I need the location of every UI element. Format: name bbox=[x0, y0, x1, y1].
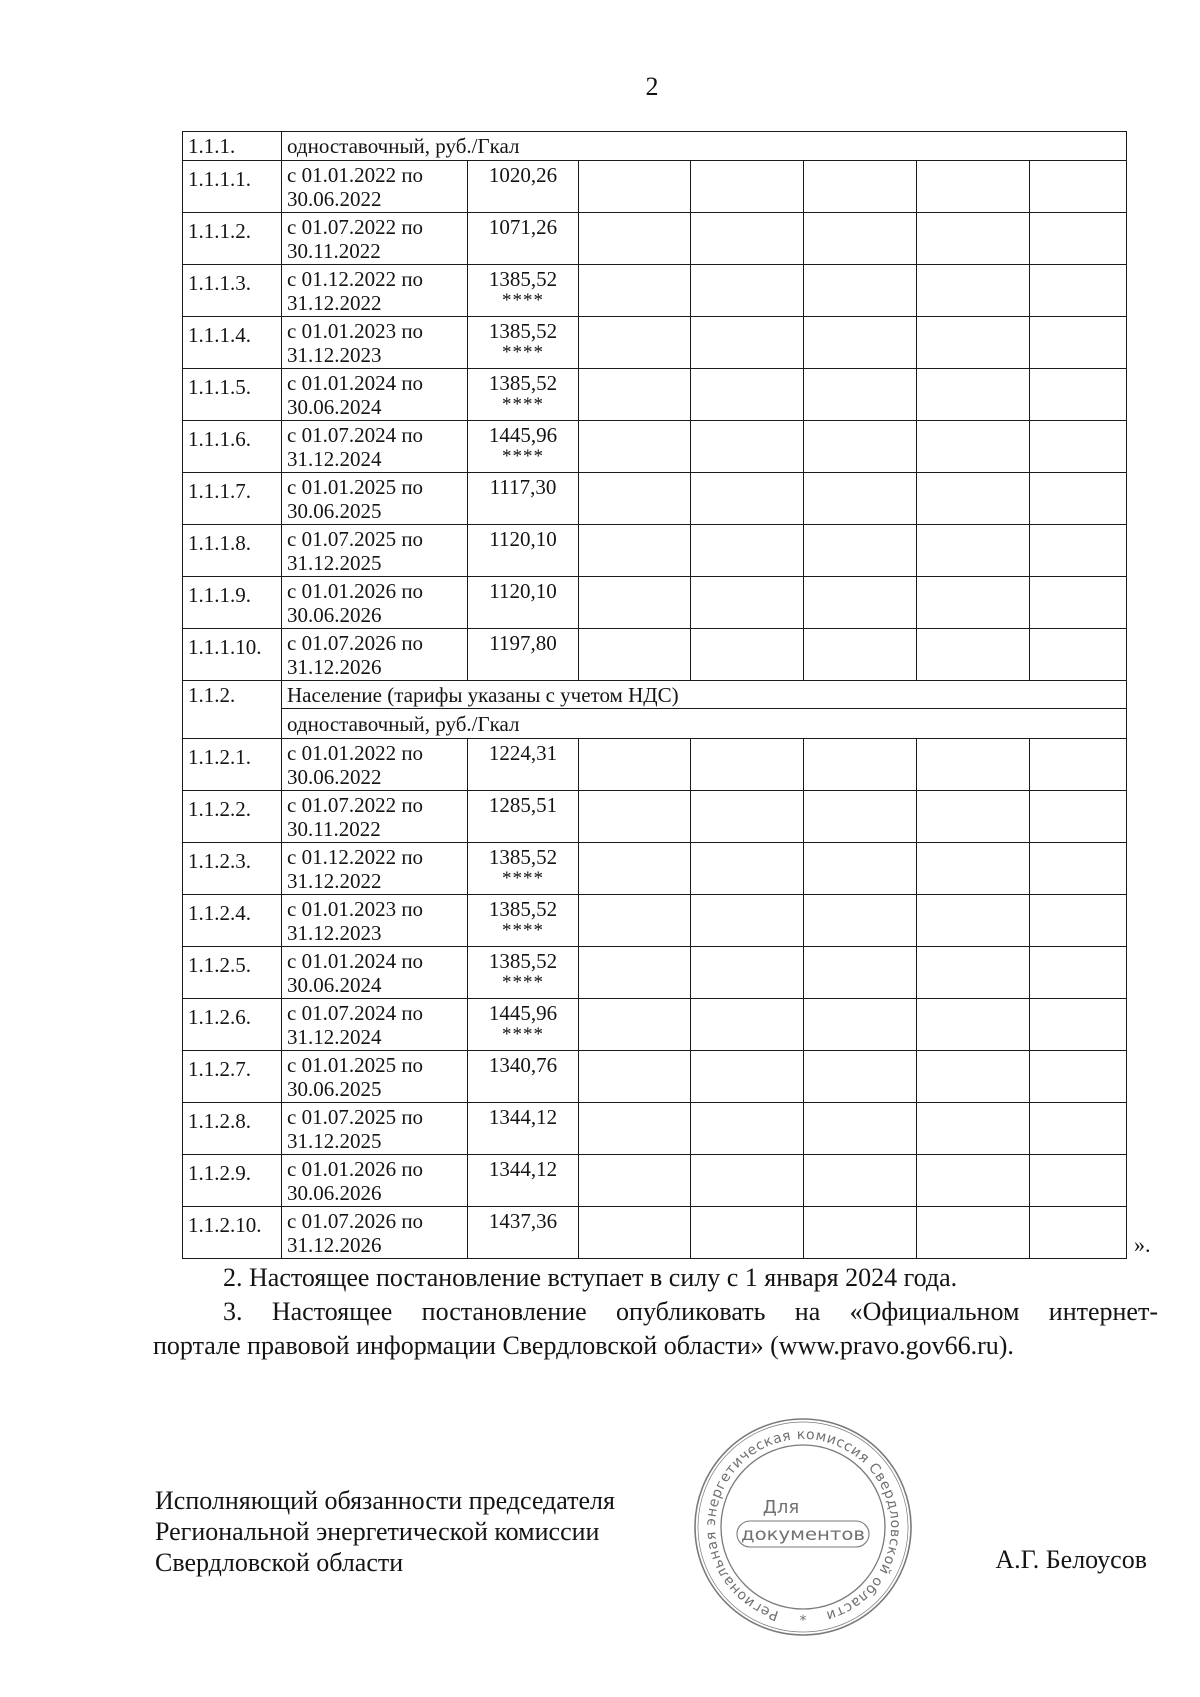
tariff-value: 1197,80 bbox=[489, 631, 557, 655]
tariff-note: **** bbox=[502, 868, 544, 889]
empty-cell bbox=[917, 999, 1030, 1051]
tariff-value: 1224,31 bbox=[488, 741, 558, 765]
empty-cell bbox=[579, 1051, 691, 1103]
empty-cell bbox=[691, 265, 804, 317]
empty-cell bbox=[579, 1207, 691, 1259]
empty-cell bbox=[691, 1155, 804, 1207]
empty-cell bbox=[691, 525, 804, 577]
tariff-note: **** bbox=[502, 972, 544, 993]
position-line: Региональной энергетической комиссии bbox=[155, 1517, 600, 1546]
row-number: 1.1.2.8. bbox=[183, 1103, 282, 1155]
paragraph-3-line-1: 3. Настоящее постановление опубликовать на «Официальном интернет- bbox=[223, 1297, 1158, 1326]
empty-cell bbox=[691, 577, 804, 629]
empty-cell bbox=[691, 161, 804, 213]
row-number: 1.1.1.10. bbox=[183, 629, 282, 681]
empty-cell bbox=[804, 1051, 917, 1103]
table-row bbox=[183, 629, 1127, 681]
empty-cell bbox=[1030, 213, 1127, 265]
empty-cell bbox=[1030, 791, 1127, 843]
empty-cell bbox=[1030, 577, 1127, 629]
empty-cell bbox=[917, 895, 1030, 947]
tariff-cell bbox=[468, 791, 579, 843]
empty-cell bbox=[691, 843, 804, 895]
tariff-note: **** bbox=[502, 290, 544, 311]
table-row bbox=[183, 369, 1127, 421]
empty-cell bbox=[579, 213, 691, 265]
table-row bbox=[183, 1103, 1127, 1155]
table-row bbox=[183, 791, 1127, 843]
period: с 01.07.2022 по 30.11.2022 bbox=[282, 791, 468, 843]
empty-cell bbox=[1030, 1207, 1127, 1259]
empty-cell bbox=[804, 1207, 917, 1259]
tariff-cell bbox=[468, 1103, 579, 1155]
tariff-cell bbox=[468, 369, 579, 421]
empty-cell bbox=[917, 213, 1030, 265]
empty-cell bbox=[579, 525, 691, 577]
table-row bbox=[183, 161, 1127, 213]
empty-cell bbox=[1030, 473, 1127, 525]
tariff-value: 1385,52 bbox=[488, 897, 558, 921]
page-number: 2 bbox=[645, 72, 659, 101]
tariff-value: 1385,52 bbox=[488, 371, 558, 395]
empty-cell bbox=[1030, 629, 1127, 681]
period: с 01.07.2025 по 31.12.2025 bbox=[282, 1103, 468, 1155]
table-row bbox=[183, 265, 1127, 317]
paragraph-3-line-2: портале правовой информации Свердловской области» (www.pravo.gov66.ru). bbox=[153, 1331, 1014, 1360]
tariff-note: **** bbox=[502, 342, 544, 363]
tariff-note: **** bbox=[502, 920, 544, 941]
table-row bbox=[183, 525, 1127, 577]
tariff-cell bbox=[468, 1207, 579, 1259]
empty-cell bbox=[579, 369, 691, 421]
tariff-value: 1385,52 bbox=[488, 949, 558, 973]
period: с 01.01.2023 по 31.12.2023 bbox=[282, 895, 468, 947]
empty-cell bbox=[1030, 265, 1127, 317]
stamp-ring-textpath: Региональная энергетическая комиссия Свердловской области bbox=[702, 1426, 904, 1624]
stamp-seal bbox=[691, 1415, 915, 1639]
group-sublabel: одноставочный, руб./Гкал bbox=[282, 709, 1127, 739]
empty-cell bbox=[1030, 317, 1127, 369]
empty-cell bbox=[917, 161, 1030, 213]
empty-cell bbox=[917, 1103, 1030, 1155]
empty-cell bbox=[804, 369, 917, 421]
empty-cell bbox=[1030, 947, 1127, 999]
empty-cell bbox=[691, 739, 804, 791]
period: с 01.07.2024 по 31.12.2024 bbox=[282, 421, 468, 473]
tariff-value: 1340,76 bbox=[488, 1053, 558, 1077]
group-number: 1.1.2. bbox=[183, 681, 282, 739]
empty-cell bbox=[1030, 525, 1127, 577]
row-number: 1.1.1.4. bbox=[183, 317, 282, 369]
empty-cell bbox=[1030, 1103, 1127, 1155]
closing-quote: ». bbox=[1134, 1232, 1151, 1257]
empty-cell bbox=[691, 791, 804, 843]
tariff-cell bbox=[468, 421, 579, 473]
tariff-value: 1020,26 bbox=[488, 163, 558, 187]
group-header-row bbox=[183, 681, 1127, 709]
empty-cell bbox=[579, 739, 691, 791]
empty-cell bbox=[804, 999, 917, 1051]
row-number: 1.1.1.1. bbox=[183, 161, 282, 213]
empty-cell bbox=[917, 577, 1030, 629]
row-number: 1.1.2.9. bbox=[183, 1155, 282, 1207]
empty-cell bbox=[917, 265, 1030, 317]
empty-cell bbox=[691, 947, 804, 999]
table-row bbox=[183, 577, 1127, 629]
empty-cell bbox=[579, 895, 691, 947]
empty-cell bbox=[579, 947, 691, 999]
empty-cell bbox=[1030, 999, 1127, 1051]
empty-cell bbox=[579, 843, 691, 895]
period: с 01.01.2024 по 30.06.2024 bbox=[282, 947, 468, 999]
empty-cell bbox=[691, 1051, 804, 1103]
table-row bbox=[183, 317, 1127, 369]
empty-cell bbox=[1030, 421, 1127, 473]
tariff-value: 1385,52 bbox=[488, 319, 558, 343]
empty-cell bbox=[579, 161, 691, 213]
group-label: одноставочный, руб./Гкал bbox=[282, 132, 1127, 161]
table-row bbox=[183, 1207, 1127, 1259]
tariff-value: 1071,26 bbox=[488, 215, 558, 239]
stamp-center-line-2: документов bbox=[741, 1525, 865, 1545]
empty-cell bbox=[804, 317, 917, 369]
empty-cell bbox=[917, 369, 1030, 421]
empty-cell bbox=[579, 629, 691, 681]
tariff-value: 1437,36 bbox=[488, 1209, 558, 1233]
period: с 01.01.2024 по 30.06.2024 bbox=[282, 369, 468, 421]
period: с 01.07.2024 по 31.12.2024 bbox=[282, 999, 468, 1051]
paragraph-2: 2. Настоящее постановление вступает в силу с 1 января 2024 года. bbox=[223, 1263, 958, 1292]
stamp-center-line-1: Для bbox=[762, 1497, 800, 1518]
table-row bbox=[183, 1051, 1127, 1103]
row-number: 1.1.2.4. bbox=[183, 895, 282, 947]
empty-cell bbox=[804, 843, 917, 895]
tariff-value: 1117,30 bbox=[489, 475, 557, 499]
period: с 01.01.2022 по 30.06.2022 bbox=[282, 161, 468, 213]
empty-cell bbox=[691, 317, 804, 369]
row-number: 1.1.2.5. bbox=[183, 947, 282, 999]
period: с 01.01.2023 по 31.12.2023 bbox=[282, 317, 468, 369]
table-row bbox=[183, 999, 1127, 1051]
table-row bbox=[183, 895, 1127, 947]
row-number: 1.1.1.9. bbox=[183, 577, 282, 629]
row-number: 1.1.2.1. bbox=[183, 739, 282, 791]
empty-cell bbox=[804, 577, 917, 629]
tariff-value: 1385,52 bbox=[488, 845, 558, 869]
empty-cell bbox=[1030, 843, 1127, 895]
empty-cell bbox=[1030, 161, 1127, 213]
empty-cell bbox=[804, 525, 917, 577]
empty-cell bbox=[579, 317, 691, 369]
group-header-row bbox=[183, 132, 1127, 161]
row-number: 1.1.2.10. bbox=[183, 1207, 282, 1259]
empty-cell bbox=[1030, 369, 1127, 421]
period: с 01.12.2022 по 31.12.2022 bbox=[282, 265, 468, 317]
group-subheader-row bbox=[183, 709, 1127, 739]
tariff-value: 1385,52 bbox=[488, 267, 558, 291]
empty-cell bbox=[804, 947, 917, 999]
row-number: 1.1.1.3. bbox=[183, 265, 282, 317]
row-number: 1.1.1.7. bbox=[183, 473, 282, 525]
tariff-cell bbox=[468, 629, 579, 681]
empty-cell bbox=[691, 1103, 804, 1155]
empty-cell bbox=[917, 525, 1030, 577]
row-number: 1.1.1.8. bbox=[183, 525, 282, 577]
empty-cell bbox=[1030, 895, 1127, 947]
period: с 01.01.2026 по 30.06.2026 bbox=[282, 577, 468, 629]
empty-cell bbox=[917, 473, 1030, 525]
empty-cell bbox=[804, 895, 917, 947]
empty-cell bbox=[691, 629, 804, 681]
period: с 01.01.2025 по 30.06.2025 bbox=[282, 473, 468, 525]
empty-cell bbox=[917, 421, 1030, 473]
empty-cell bbox=[1030, 1155, 1127, 1207]
empty-cell bbox=[1030, 1051, 1127, 1103]
empty-cell bbox=[579, 421, 691, 473]
row-number: 1.1.2.3. bbox=[183, 843, 282, 895]
empty-cell bbox=[579, 265, 691, 317]
empty-cell bbox=[579, 791, 691, 843]
tariff-cell bbox=[468, 1051, 579, 1103]
period: с 01.01.2026 по 30.06.2026 bbox=[282, 1155, 468, 1207]
empty-cell bbox=[579, 473, 691, 525]
row-number: 1.1.1.6. bbox=[183, 421, 282, 473]
empty-cell bbox=[917, 317, 1030, 369]
row-number: 1.1.1.5. bbox=[183, 369, 282, 421]
empty-cell bbox=[691, 369, 804, 421]
empty-cell bbox=[917, 739, 1030, 791]
period: с 01.07.2025 по 31.12.2025 bbox=[282, 525, 468, 577]
period: с 01.07.2026 по 31.12.2026 bbox=[282, 629, 468, 681]
empty-cell bbox=[804, 739, 917, 791]
tariff-value: 1285,51 bbox=[488, 793, 558, 817]
period: с 01.07.2026 по 31.12.2026 bbox=[282, 1207, 468, 1259]
empty-cell bbox=[579, 999, 691, 1051]
row-number: 1.1.1.2. bbox=[183, 213, 282, 265]
empty-cell bbox=[804, 265, 917, 317]
empty-cell bbox=[917, 629, 1030, 681]
stamp-ring-mark: * bbox=[799, 1613, 807, 1629]
resolution-text bbox=[153, 1261, 1158, 1363]
tariff-cell bbox=[468, 843, 579, 895]
empty-cell bbox=[917, 1155, 1030, 1207]
table-row bbox=[183, 739, 1127, 791]
position-line: Исполняющий обязанности председателя bbox=[155, 1486, 615, 1515]
tariff-value: 1344,12 bbox=[488, 1105, 558, 1129]
tariff-cell bbox=[468, 947, 579, 999]
row-number: 1.1.2.6. bbox=[183, 999, 282, 1051]
empty-cell bbox=[691, 421, 804, 473]
group-number: 1.1.1. bbox=[183, 132, 282, 161]
tariff-note: **** bbox=[502, 446, 544, 467]
empty-cell bbox=[804, 629, 917, 681]
tariff-value: 1120,10 bbox=[489, 527, 557, 551]
empty-cell bbox=[804, 421, 917, 473]
empty-cell bbox=[691, 1207, 804, 1259]
empty-cell bbox=[691, 999, 804, 1051]
empty-cell bbox=[579, 1103, 691, 1155]
empty-cell bbox=[804, 473, 917, 525]
tariff-cell bbox=[468, 525, 579, 577]
empty-cell bbox=[917, 1051, 1030, 1103]
tariff-value: 1445,96 bbox=[488, 423, 558, 447]
period: с 01.07.2022 по 30.11.2022 bbox=[282, 213, 468, 265]
row-number: 1.1.2.2. bbox=[183, 791, 282, 843]
empty-cell bbox=[804, 213, 917, 265]
empty-cell bbox=[691, 895, 804, 947]
empty-cell bbox=[579, 577, 691, 629]
tariff-cell bbox=[468, 213, 579, 265]
empty-cell bbox=[804, 1103, 917, 1155]
tariff-value: 1344,12 bbox=[488, 1157, 558, 1181]
empty-cell bbox=[804, 1155, 917, 1207]
tariff-value: 1445,96 bbox=[488, 1001, 558, 1025]
position-line: Свердловской области bbox=[155, 1548, 404, 1577]
empty-cell bbox=[917, 947, 1030, 999]
tariff-note: **** bbox=[502, 1024, 544, 1045]
tariff-cell bbox=[468, 895, 579, 947]
empty-cell bbox=[1030, 739, 1127, 791]
empty-cell bbox=[917, 843, 1030, 895]
tariff-cell bbox=[468, 473, 579, 525]
table-row bbox=[183, 843, 1127, 895]
table-row bbox=[183, 947, 1127, 999]
empty-cell bbox=[804, 161, 917, 213]
tariff-value: 1120,10 bbox=[489, 579, 557, 603]
empty-cell bbox=[804, 791, 917, 843]
table-row bbox=[183, 213, 1127, 265]
signatory-position bbox=[155, 1485, 615, 1578]
tariff-cell bbox=[468, 317, 579, 369]
row-number: 1.1.2.7. bbox=[183, 1051, 282, 1103]
tariff-cell bbox=[468, 265, 579, 317]
period: с 01.01.2022 по 30.06.2022 bbox=[282, 739, 468, 791]
empty-cell bbox=[917, 791, 1030, 843]
signer-name: А.Г. Белоусов bbox=[995, 1545, 1147, 1574]
tariff-table bbox=[182, 131, 1127, 1259]
tariff-cell bbox=[468, 739, 579, 791]
empty-cell bbox=[691, 213, 804, 265]
period: с 01.12.2022 по 31.12.2022 bbox=[282, 843, 468, 895]
tariff-cell bbox=[468, 577, 579, 629]
table-row bbox=[183, 421, 1127, 473]
empty-cell bbox=[579, 1155, 691, 1207]
table-row bbox=[183, 473, 1127, 525]
empty-cell bbox=[691, 473, 804, 525]
empty-cell bbox=[917, 1207, 1030, 1259]
group-label: Население (тарифы указаны с учетом НДС) bbox=[282, 681, 1127, 709]
tariff-cell bbox=[468, 161, 579, 213]
period: с 01.01.2025 по 30.06.2025 bbox=[282, 1051, 468, 1103]
table-row bbox=[183, 1155, 1127, 1207]
tariff-cell bbox=[468, 999, 579, 1051]
tariff-cell bbox=[468, 1155, 579, 1207]
tariff-note: **** bbox=[502, 394, 544, 415]
